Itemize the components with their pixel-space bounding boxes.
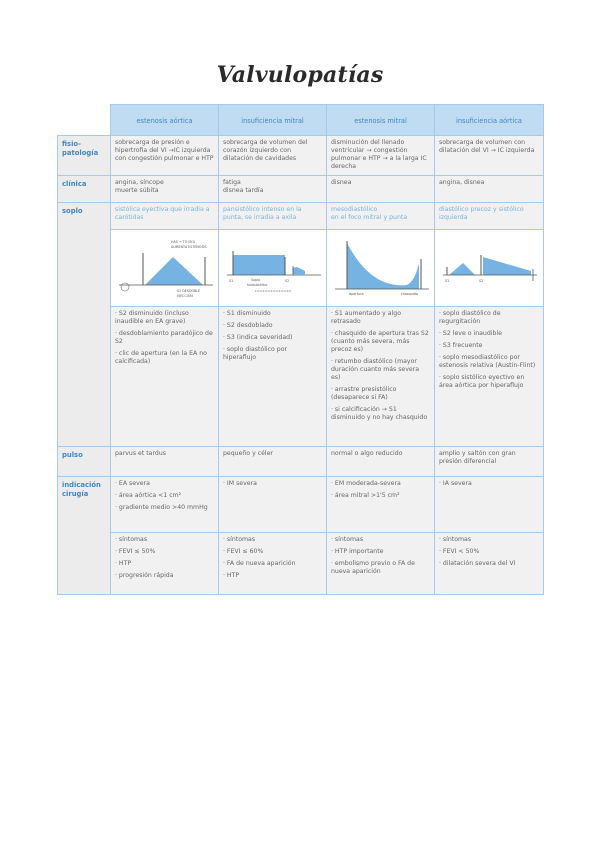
list-item: · S3 (indica severidad) bbox=[223, 334, 293, 341]
list-item: · si calcificación → S1 disminuido y no hay chasquido bbox=[331, 406, 428, 421]
cell: angina, disnea bbox=[435, 176, 544, 203]
figure-label: holosistólico bbox=[247, 283, 268, 287]
signs-cell bbox=[219, 307, 327, 447]
row-pulso bbox=[58, 447, 544, 477]
murmur-description: pansistólico intenso en la punta, se irradia a axila bbox=[219, 203, 327, 230]
figure-label: S2 bbox=[285, 279, 290, 283]
phonocardiogram-em bbox=[327, 230, 435, 307]
list-item: · chasquido de apertura tras S2 (cuanto más severa, más precoz es) bbox=[331, 330, 429, 353]
phonocardiogram-ea bbox=[111, 230, 219, 307]
col-header: estenosis aórtica bbox=[111, 105, 219, 136]
row-soplo-signs bbox=[58, 307, 544, 447]
list-item: · arrastre presistólico (desaparece si FA) bbox=[331, 386, 397, 401]
figure-label: S1 bbox=[445, 279, 450, 283]
list-item: · síntomas bbox=[223, 536, 256, 543]
cell bbox=[435, 533, 544, 595]
cell: amplio y saltón con gran presión diferencial bbox=[435, 447, 544, 477]
figure-label: chasquido bbox=[401, 292, 418, 296]
row-label: pulso bbox=[58, 447, 111, 477]
list-item: · síntomas bbox=[331, 536, 364, 543]
list-item: · S1 disminuido bbox=[223, 310, 271, 317]
list-item: · soplo sistólico eyectivo en área aórtica por hiperaflujo bbox=[439, 374, 525, 389]
row-indicacion-extra bbox=[58, 533, 544, 595]
em-murmur-diagram bbox=[331, 233, 431, 301]
page-title: Valvulopatías bbox=[216, 62, 384, 88]
row-soplo bbox=[58, 203, 544, 230]
list-item: · FA de nueva aparición bbox=[223, 560, 296, 567]
phonocardiogram-ia bbox=[435, 230, 544, 307]
cell bbox=[111, 477, 219, 533]
figure-label: S1 bbox=[229, 279, 234, 283]
row-clinica bbox=[58, 176, 544, 203]
col-header: estenosis mitral bbox=[327, 105, 435, 136]
signs-cell bbox=[111, 307, 219, 447]
list-item: · área aórtica <1 cm² bbox=[115, 492, 182, 499]
cell bbox=[219, 533, 327, 595]
list-item: · retumbo diastólico (mayor duración cuanto más severa es) bbox=[331, 358, 420, 381]
row-indicacion bbox=[58, 477, 544, 533]
row-label: clínica bbox=[58, 176, 111, 203]
header-row bbox=[58, 105, 544, 136]
list-item: · desdoblamiento paradójico de S2 bbox=[115, 330, 213, 345]
cell: disnea bbox=[327, 176, 435, 203]
figure-label: S2 DESDOBLE bbox=[177, 289, 201, 293]
list-item: · HTP bbox=[115, 560, 132, 567]
cell bbox=[435, 477, 544, 533]
list-item: · dilatación severa del VI bbox=[439, 560, 516, 567]
row-label: soplo bbox=[58, 203, 111, 447]
list-item: · HTP bbox=[223, 572, 240, 579]
list-item: · FEVI ≤ 60% bbox=[223, 548, 264, 555]
list-item: · S2 desdoblado bbox=[223, 322, 273, 329]
cell bbox=[219, 477, 327, 533]
list-item: · soplo diastólico de regurgitación bbox=[439, 310, 501, 325]
list-item: · S2 leve o inaudible bbox=[439, 330, 502, 337]
figure-label: Soplo bbox=[251, 278, 261, 282]
phonocardiogram-im bbox=[219, 230, 327, 307]
cell: angina, síncope muerte súbita bbox=[111, 176, 219, 203]
cell: disminución del llenado ventricular → congestión pulmonar e HTP → a la larga IC derecha bbox=[327, 136, 435, 176]
ia-murmur-diagram bbox=[439, 233, 539, 301]
list-item: · progresión rápida bbox=[115, 572, 174, 579]
cell: sobrecarga de presión e hipertrofia del VI →IC izquierda con congestión pulmonar e HTP bbox=[111, 136, 219, 176]
list-item: · EM moderada-severa bbox=[331, 480, 401, 487]
figure-label: S2 bbox=[479, 279, 484, 283]
cell: parvus et tardus bbox=[111, 447, 219, 477]
list-item: · área mitral >1'5 cm² bbox=[331, 492, 400, 499]
list-item: · clic de apertura (en la EA no calcificada) bbox=[115, 350, 207, 365]
cell: pequeño y céler bbox=[219, 447, 327, 477]
signs-cell bbox=[327, 307, 435, 447]
cell bbox=[327, 477, 435, 533]
row-label: indicación cirugía bbox=[58, 477, 111, 595]
list-item: · EA severa bbox=[115, 480, 150, 487]
list-item: · soplo diastólico por hiperaflujo bbox=[223, 346, 288, 361]
row-fisiopatologia bbox=[58, 136, 544, 176]
list-item: · S1 aumentado y algo retrasado bbox=[331, 310, 401, 325]
figure-label: Apertura bbox=[349, 292, 364, 296]
list-item: · IM severa bbox=[223, 480, 257, 487]
col-header: insuficiencia aórtica bbox=[435, 105, 544, 136]
col-header: insuficiencia mitral bbox=[219, 105, 327, 136]
valvulopathy-table bbox=[57, 104, 544, 595]
figure-label: EJECCIÓN bbox=[177, 294, 193, 298]
murmur-description: sistólica eyectiva que irradia a carótidas bbox=[111, 203, 219, 230]
cell: sobrecarga de volumen del corazón izquierdo con dilatación de cavidades bbox=[219, 136, 327, 176]
murmur-description: mesodiastólico en el foco mitral y punta bbox=[327, 203, 435, 230]
cell bbox=[111, 533, 219, 595]
corner-cell bbox=[58, 105, 111, 136]
list-item: · embolismo previo o FA de nueva aparición bbox=[331, 560, 415, 575]
figure-label: AUMENTA ESTENOSIS bbox=[171, 245, 207, 249]
im-murmur-diagram bbox=[223, 233, 323, 301]
row-soplo-figures bbox=[58, 230, 544, 307]
signs-cell bbox=[435, 307, 544, 447]
list-item: · síntomas bbox=[115, 536, 148, 543]
list-item: · HTP importante bbox=[331, 548, 384, 555]
cell: normal o algo reducido bbox=[327, 447, 435, 477]
list-item: · FEVI < 50% bbox=[439, 548, 480, 555]
list-item: · soplo mesodiastólico por estenosis relativa (Austin-Flint) bbox=[439, 354, 536, 369]
list-item: · gradiente medio >40 mmHg bbox=[115, 504, 208, 511]
cell: sobrecarga de volumen con dilatación del VI → IC izquierda bbox=[435, 136, 544, 176]
list-item: · síntomas bbox=[439, 536, 472, 543]
list-item: · FEVI ≤ 50% bbox=[115, 548, 156, 555]
cell bbox=[327, 533, 435, 595]
row-label: fisio-patología bbox=[58, 136, 111, 176]
ea-murmur-diagram bbox=[115, 233, 215, 301]
cell: fatiga disnea tardía bbox=[219, 176, 327, 203]
list-item: · S2 disminuido (incluso inaudible en EA grave) bbox=[115, 310, 189, 325]
list-item: · IA severa bbox=[439, 480, 472, 487]
figure-label: HAS → TO EKG bbox=[171, 240, 196, 244]
murmur-description: diastólico precoz y sistólico izquierda bbox=[435, 203, 544, 230]
list-item: · S3 frecuente bbox=[439, 342, 483, 349]
